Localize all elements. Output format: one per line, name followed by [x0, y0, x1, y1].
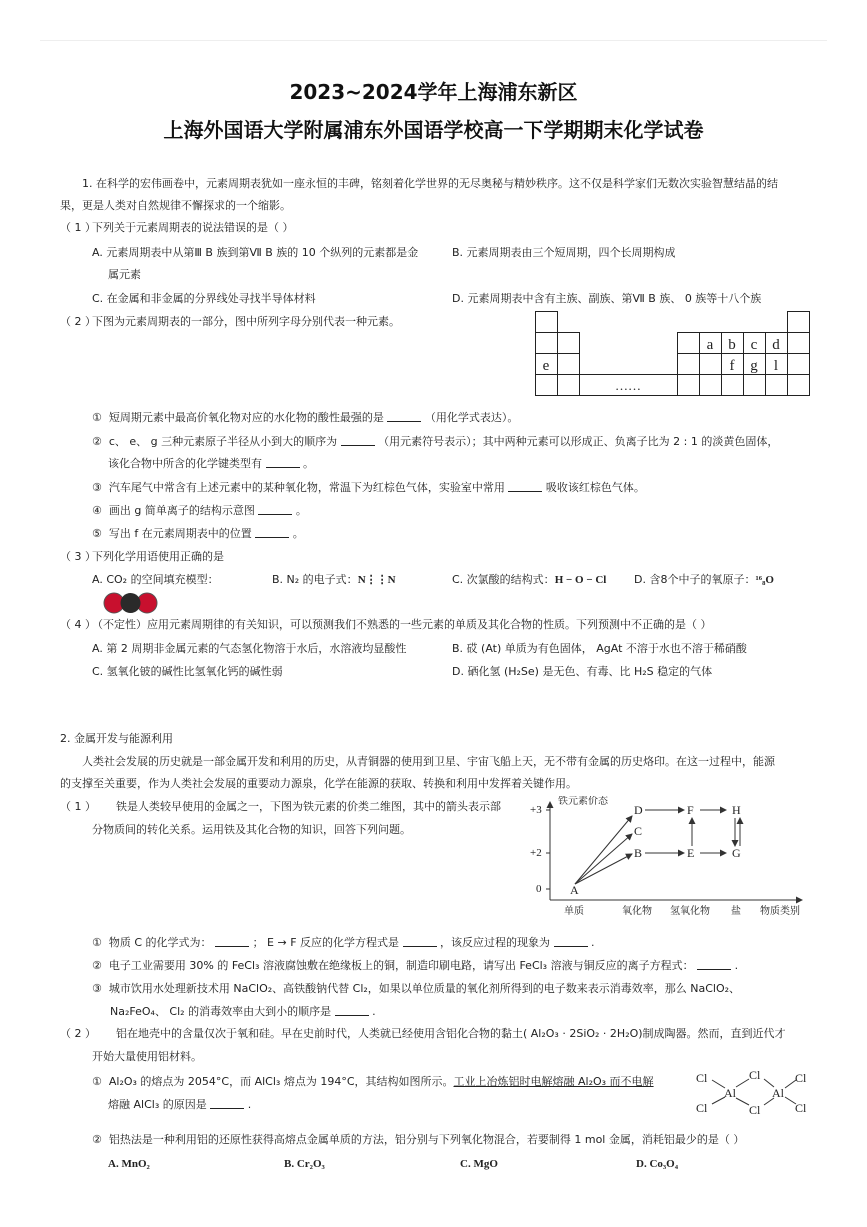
q1-s3-number: （ 3 ）: [60, 550, 96, 563]
dimer-cl-bridge-top: Cl: [749, 1068, 761, 1082]
q1-s4-option-d[interactable]: D. 硒化氢 (H₂Se) 是无色、有毒、比 H₂S 稳定的气体: [452, 665, 713, 678]
chart-point-h: H: [732, 803, 741, 817]
q2-s2-item2: ② 铝热法是一种利用铝的还原性获得高熔点金属单质的方法，铝分别与下列氧化物混合，若要制得 1 mol 金属，消耗铝最少的是（ ）: [92, 1133, 745, 1146]
q2-s1-stem-line2: 分物质间的转化关系。运用铁及其化合物的知识，回答下列问题。: [92, 823, 411, 836]
answer-blank[interactable]: [697, 959, 731, 970]
q2-s1-item1: ① 物质 C 的化学式为： ； E → F 反应的化学方程式是 ，该反应过程的现象为 .: [92, 936, 595, 949]
q1-s4-option-c[interactable]: C. 氢氧化铍的碱性比氢氧化钙的碱性弱: [92, 665, 283, 678]
chart-xtick-hydroxide: 氢氧化物: [670, 906, 710, 917]
chart-y-axis-label: 铁元素价态: [558, 796, 608, 807]
oxygen-isotope-notation: ¹⁶₈O: [755, 574, 774, 586]
answer-blank[interactable]: [341, 435, 375, 446]
table-ellipsis: ……: [615, 378, 641, 393]
answer-blank[interactable]: [403, 936, 437, 947]
q1-s2-item2-cont: 该化合物中所含的化学键类型有 。: [108, 457, 314, 470]
page-title-line2: 上海外国语大学附属浦东外国语学校高一下学期期末化学试卷: [163, 118, 704, 142]
q1-s1-option-d[interactable]: D. 元素周期表中含有主族、副族、第Ⅶ B 族、 0 族等十八个族: [452, 292, 762, 305]
q2-s2-number: （ 2 ）: [60, 1027, 96, 1040]
table-letter-c: c: [750, 337, 758, 353]
q1-s1-option-c[interactable]: C. 在金属和非金属的分界线处寻找半导体材料: [92, 292, 316, 305]
answer-blank[interactable]: [554, 936, 588, 947]
answer-blank[interactable]: [255, 527, 289, 538]
chart-point-a: A: [570, 883, 579, 897]
table-letter-e: e: [542, 358, 550, 374]
dimer-al-right: Al: [772, 1086, 784, 1100]
table-letter-d: d: [772, 337, 780, 353]
answer-blank[interactable]: [508, 481, 542, 492]
q2-intro-line1: 人类社会发展的历史就是一部金属开发和利用的历史，从青铜器的使用到卫星、宇宙飞船上天，无不带有金属的历史烙印。在这一过程中，能源: [82, 755, 775, 768]
table-letter-g: g: [750, 358, 758, 374]
q1-intro-line2: 果，更是人类对自然规律不懈探求的一个缩影。: [60, 199, 291, 212]
q2-intro-line2: 的支撑至关重要，作为人类社会发展的重要动力源泉，化学在能源的获取、转换和利用中发挥着关键作用。: [60, 777, 577, 790]
answer-blank[interactable]: [215, 936, 249, 947]
chart-ytick-plus2: +2: [530, 847, 542, 859]
answer-blank[interactable]: [266, 457, 300, 468]
co2-space-filling-model: [102, 591, 160, 615]
dimer-cl-bridge-bottom: Cl: [749, 1103, 761, 1117]
q1-intro-line1: 1. 在科学的宏伟画卷中，元素周期表犹如一座永恒的丰碑，铭刻着化学世界的无尽奥秘与精妙秩序。这不仅是科学家们无数次实验智慧结晶的结: [82, 177, 778, 190]
chart-xtick-oxide: 氧化物: [622, 906, 652, 917]
q2-s2-stem-line2: 开始大量使用铝材料。: [92, 1050, 202, 1063]
q2-s2-option-c[interactable]: C. MgO: [460, 1158, 498, 1170]
chart-point-e: E: [687, 846, 695, 860]
q2-s2-option-a[interactable]: A. MnO₂: [108, 1158, 150, 1170]
q1-s2-item1: ① 短周期元素中最高价氧化物对应的水化物的酸性最强的是 （用化学式表达）。: [92, 411, 519, 424]
chart-point-f: F: [687, 803, 694, 817]
chart-xtick-salt: 盐: [731, 906, 741, 917]
answer-blank[interactable]: [258, 504, 292, 515]
hclo-structural-formula: H − O − Cl: [554, 574, 607, 586]
chart-ytick-plus3: +3: [530, 804, 542, 816]
chart-ytick-0: 0: [536, 883, 542, 895]
q1-s3-option-c[interactable]: C. 次氯酸的结构式：H − O − Cl: [452, 573, 607, 586]
dimer-cl-right-bottom: Cl: [795, 1101, 807, 1115]
chart-xtick-element: 单质: [564, 906, 584, 917]
q1-s4-option-a[interactable]: A. 第 2 周期非金属元素的气态氢化物溶于水后，水溶液均显酸性: [92, 642, 407, 655]
dimer-cl-right-top: Cl: [795, 1071, 807, 1085]
q1-s2-number: （ 2 ）: [60, 315, 96, 328]
q2-s1-item2: ② 电子工业需要用 30% 的 FeCl₃ 溶液腐蚀敷在绝缘板上的铜，制造印刷电路，请写出 FeCl₃ 溶液与铜反应的离子方程式： .: [92, 959, 739, 972]
chart-point-g: G: [732, 846, 741, 860]
q1-s2-item3: ③ 汽车尾气中常含有上述元素中的某种氧化物，常温下为红棕色气体，实验室中常用 吸收该红棕色气体。: [92, 481, 645, 494]
chart-point-c: C: [634, 824, 643, 838]
chart-xtick-class: 物质类别: [760, 906, 800, 917]
q1-s1-option-a-line2[interactable]: 属元素: [108, 268, 141, 281]
q2-s2-option-b[interactable]: B. Cr₂O₃: [284, 1158, 325, 1170]
chart-point-b: B: [634, 846, 643, 860]
answer-blank[interactable]: [210, 1098, 244, 1109]
q1-s4-number: （ 4 ）: [60, 618, 96, 631]
q1-s3-option-a[interactable]: A. CO₂ 的空间填充模型：: [92, 573, 219, 586]
periodic-table-fragment: [535, 311, 810, 398]
q2-s2-option-d[interactable]: D. Co₃O₄: [636, 1158, 679, 1170]
q1-s3-option-d[interactable]: D. 含8个中子的氧原子：¹⁶₈O: [634, 573, 774, 586]
q2-s1-item3: ③ 城市饮用水处理新技术用 NaClO₂、高铁酸钠代替 Cl₂，如果以单位质量的氧化剂所得到的电子数来表示消毒效率，那么 NaClO₂、: [92, 982, 741, 995]
q1-s1-number: （ 1 ）: [60, 221, 96, 234]
q1-s1-stem: 下列关于元素周期表的说法错误的是（ ）: [92, 221, 294, 234]
q1-s2-item2: ② c、 e、 g 三种元素原子半径从小到大的顺序为 （用元素符号表示）；其中两种元素可以形成正、负离子比为 2 : 1 的淡黄色固体，: [92, 435, 779, 448]
table-letter-f: f: [729, 358, 735, 374]
table-letter-a: a: [706, 337, 714, 353]
q1-s2-item5: ⑤ 写出 f 在元素周期表中的位置 。: [92, 527, 304, 540]
q1-s3-stem: 下列化学用语使用正确的是: [92, 550, 224, 563]
dimer-cl-left-top: Cl: [696, 1071, 708, 1085]
dimer-cl-left-bottom: Cl: [696, 1101, 708, 1115]
chart-point-d: D: [634, 803, 643, 817]
q1-s4-stem: （不定性）应用元素周期律的有关知识，可以预测我们不熟悉的一些元素的单质及其化合物的性质。下列预测中不正确的是（ ）: [92, 618, 712, 631]
q2-heading: 2. 金属开发与能源利用: [60, 732, 173, 745]
iron-valence-class-diagram: [530, 796, 815, 920]
q2-s1-number: （ 1 ）: [60, 800, 96, 813]
page-title-line1: 2023~2024学年上海浦东新区: [289, 80, 578, 104]
table-letter-b: b: [728, 337, 736, 353]
q1-s1-option-b[interactable]: B. 元素周期表由三个短周期，四个长周期构成: [452, 246, 676, 259]
header-divider: [40, 40, 827, 41]
q1-s3-option-b[interactable]: B. N₂ 的电子式：N⋮⋮N: [272, 573, 396, 586]
answer-blank[interactable]: [387, 411, 421, 422]
q2-s2-item1: ① Al₂O₃ 的熔点为 2054°C，而 AlCl₃ 熔点为 194°C，其结构如图所示。工业上冶炼铝时电解熔融 Al₂O₃ 而不电解: [92, 1075, 654, 1088]
q2-s2-item1-cont: 熔融 AlCl₃ 的原因是 .: [108, 1098, 252, 1111]
answer-blank[interactable]: [335, 1005, 369, 1016]
q1-s4-option-b[interactable]: B. 砹 (At) 单质为有色固体， AgAt 不溶于水也不溶于稀硝酸: [452, 642, 747, 655]
q2-s2-stem-line1: 铝在地壳中的含量仅次于氧和硅。早在史前时代，人类就已经使用含铝化合物的黏土( Al₂O₃ · 2SiO₂ · 2H₂O)制成陶器。然而，直到近代才: [116, 1027, 786, 1040]
q2-s1-stem-line1: 铁是人类较早使用的金属之一，下图为铁元素的价类二维图，其中的箭头表示部: [116, 800, 501, 813]
q1-s1-option-a-line1[interactable]: A. 元素周期表中从第Ⅲ B 族到第Ⅶ B 族的 10 个纵列的元素都是金: [92, 246, 419, 259]
q1-s2-item4: ④ 画出 g 简单离子的结构示意图 。: [92, 504, 307, 517]
q1-s2-stem: 下图为元素周期表的一部分，图中所列字母分别代表一种元素。: [92, 315, 400, 328]
q2-s1-item3-cont: Na₂FeO₄、 Cl₂ 的消毒效率由大到小的顺序是 .: [110, 1005, 376, 1018]
n2-electron-formula: N⋮⋮N: [357, 574, 396, 586]
aluminium-chloride-dimer-structure: [692, 1066, 812, 1118]
dimer-al-left: Al: [724, 1086, 736, 1100]
table-letter-l: l: [773, 358, 779, 374]
